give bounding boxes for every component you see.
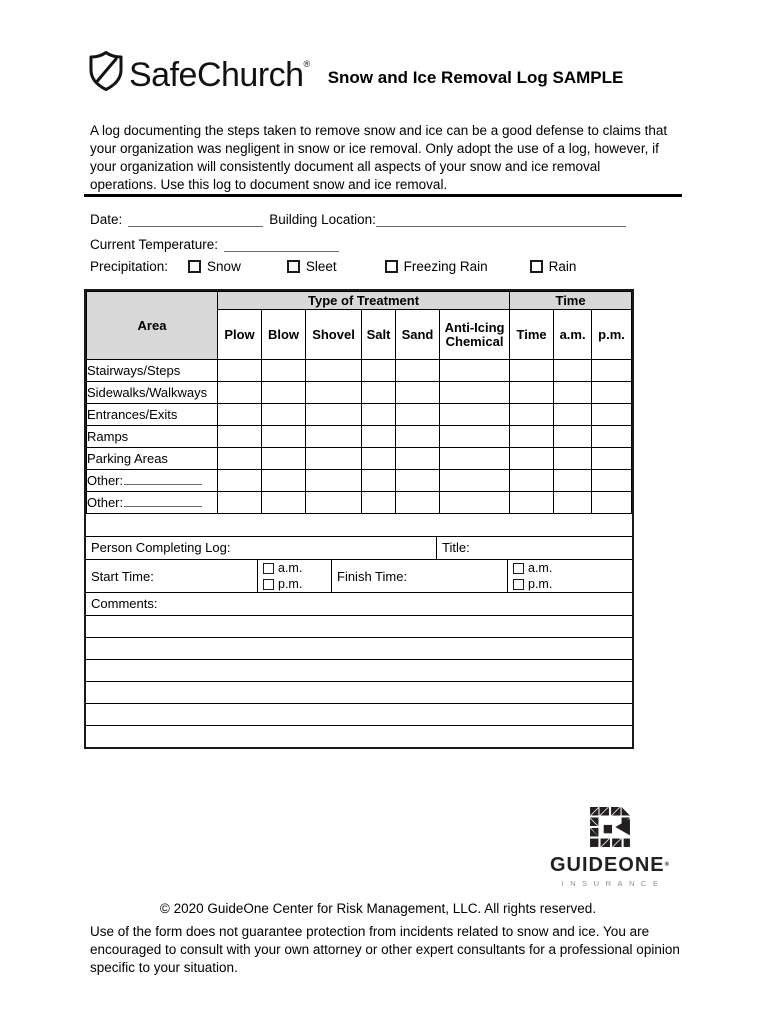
snow-checkbox[interactable] [188, 260, 201, 273]
log-cell[interactable] [396, 448, 440, 470]
intro-paragraph: A log documenting the steps taken to remove snow and ice can be a good defense to claims that your organization was negligent in snow or ice removal. Only adopt the use of a log, however, if your organization will consistently document all aspects of your snow and ice removal operations. Use this log to document snow and ice removal. [90, 123, 668, 192]
comments-field[interactable] [86, 593, 632, 615]
start-pm-label: p.m. [278, 577, 303, 591]
start-time-field[interactable] [86, 560, 258, 592]
log-cell[interactable] [218, 360, 262, 382]
col-shovel: Shovel [306, 310, 362, 360]
col-blow: Blow [262, 310, 306, 360]
col-anti-icing-chemical: Anti-Icing Chemical [440, 310, 510, 360]
log-cell[interactable] [262, 448, 306, 470]
start-am-label: a.m. [278, 561, 303, 575]
row-label-entrances: Entrances/Exits [87, 404, 218, 426]
log-cell[interactable] [306, 426, 362, 448]
log-cell[interactable] [362, 470, 396, 492]
table-row [87, 470, 632, 492]
comments-blank-line[interactable] [86, 637, 632, 659]
row-label-stairways: Stairways/Steps [87, 360, 218, 382]
header [88, 50, 623, 92]
log-cell[interactable] [218, 470, 262, 492]
log-cell[interactable] [396, 492, 440, 514]
start-pm-option [263, 577, 331, 591]
finish-am-checkbox[interactable] [513, 563, 524, 574]
log-cell[interactable] [510, 492, 554, 514]
log-cell[interactable] [218, 426, 262, 448]
log-cell[interactable] [510, 382, 554, 404]
start-time-label: Start Time: [91, 569, 154, 584]
log-cell[interactable] [218, 448, 262, 470]
col-plow: Plow [218, 310, 262, 360]
date-location-row [90, 212, 632, 227]
comments-row [86, 592, 632, 615]
log-cell[interactable] [592, 470, 632, 492]
log-cell[interactable] [440, 448, 510, 470]
col-pm: p.m. [592, 310, 632, 360]
precipitation-row [90, 259, 576, 274]
log-cell[interactable] [592, 492, 632, 514]
precipitation-option-rain [530, 259, 577, 274]
guideone-trademark: ® [664, 862, 671, 868]
person-completing-log-label: Person Completing Log: [91, 540, 231, 555]
log-cell[interactable] [396, 382, 440, 404]
comments-blank-line[interactable] [86, 615, 632, 637]
guideone-mosaic-icon [589, 806, 631, 848]
copyright-line: © 2020 GuideOne Center for Risk Management, LLC. All rights reserved. [159, 901, 597, 916]
row-label-other-1: Other: [87, 470, 218, 492]
table-row [87, 382, 632, 404]
guideone-wordmark: GUIDEONE® [549, 854, 671, 876]
log-cell[interactable] [592, 382, 632, 404]
log-cell[interactable] [554, 492, 592, 514]
precipitation-option-freezing-rain [385, 259, 488, 274]
start-ampm-cell [258, 560, 332, 592]
log-cell[interactable] [554, 382, 592, 404]
person-title-row [86, 536, 632, 559]
log-cell[interactable] [306, 492, 362, 514]
col-sand: Sand [396, 310, 440, 360]
table-row [87, 492, 632, 514]
rain-checkbox[interactable] [530, 260, 543, 273]
log-cell[interactable] [218, 404, 262, 426]
comments-blank-line[interactable] [86, 659, 632, 681]
log-cell[interactable] [396, 360, 440, 382]
finish-pm-option [513, 577, 632, 591]
col-am: a.m. [554, 310, 592, 360]
log-cell[interactable] [362, 404, 396, 426]
page-title: Snow and Ice Removal Log SAMPLE [327, 68, 624, 87]
finish-ampm-cell [508, 560, 632, 592]
log-cell[interactable] [362, 426, 396, 448]
freezing-rain-checkbox[interactable] [385, 260, 398, 273]
spacer-row[interactable] [86, 514, 632, 536]
log-cell[interactable] [554, 404, 592, 426]
log-cell[interactable] [440, 404, 510, 426]
finish-pm-label: p.m. [528, 577, 553, 591]
row-label-parking: Parking Areas [87, 448, 218, 470]
table-row [87, 426, 632, 448]
log-cell[interactable] [440, 382, 510, 404]
log-cell[interactable] [554, 470, 592, 492]
other-2-blank[interactable] [124, 495, 202, 507]
log-cell[interactable] [510, 426, 554, 448]
treatment-grid [86, 291, 632, 514]
log-cell[interactable] [396, 470, 440, 492]
table-row [87, 404, 632, 426]
date-blank[interactable] [128, 213, 263, 227]
title-field[interactable] [437, 537, 632, 559]
log-cell[interactable] [592, 448, 632, 470]
finish-time-field[interactable] [332, 560, 508, 592]
log-cell[interactable] [306, 382, 362, 404]
comments-blank-line[interactable] [86, 725, 632, 747]
table-row [87, 448, 632, 470]
comments-label: Comments: [91, 596, 158, 611]
log-cell[interactable] [218, 492, 262, 514]
log-cell[interactable] [440, 426, 510, 448]
freezing-rain-label: Freezing Rain [403, 259, 488, 274]
log-cell[interactable] [510, 360, 554, 382]
log-cell[interactable] [262, 360, 306, 382]
snow-label: Snow [207, 259, 241, 274]
safechurch-logo-text: SafeChurch® [129, 56, 310, 94]
treatment-group-header: Type of Treatment [218, 292, 510, 310]
finish-am-label: a.m. [528, 561, 553, 575]
precipitation-option-snow [188, 259, 241, 274]
log-cell[interactable] [306, 470, 362, 492]
log-cell[interactable] [510, 470, 554, 492]
date-label: Date: [90, 212, 123, 227]
log-cell[interactable] [396, 426, 440, 448]
comments-blank-line[interactable] [86, 703, 632, 725]
row-label-sidewalks: Sidewalks/Walkways [87, 382, 218, 404]
log-cell[interactable] [440, 492, 510, 514]
rain-label: Rain [548, 259, 577, 274]
table-row [87, 360, 632, 382]
finish-pm-checkbox[interactable] [513, 579, 524, 590]
disclaimer-paragraph: Use of the form does not guarantee protection from incidents related to snow and ice. You are encouraged to consult with your own attorney or other expert consultants for a professional opinion specific to your situation. [90, 924, 680, 975]
log-cell[interactable] [554, 426, 592, 448]
log-cell[interactable] [362, 492, 396, 514]
safechurch-shield-icon [88, 50, 124, 92]
person-completing-log-field[interactable] [86, 537, 437, 559]
log-cell[interactable] [592, 426, 632, 448]
log-cell[interactable] [440, 360, 510, 382]
row-label-ramps: Ramps [87, 426, 218, 448]
log-cell[interactable] [440, 470, 510, 492]
group-header-row [87, 292, 632, 310]
building-location-blank[interactable] [376, 213, 626, 227]
finish-am-option [513, 561, 632, 575]
start-pm-checkbox[interactable] [263, 579, 274, 590]
removal-log-table [84, 289, 634, 749]
time-group-header: Time [510, 292, 632, 310]
log-cell[interactable] [362, 382, 396, 404]
log-cell[interactable] [262, 492, 306, 514]
log-cell[interactable] [262, 382, 306, 404]
log-cell[interactable] [262, 404, 306, 426]
col-time: Time [510, 310, 554, 360]
building-location-label: Building Location: [269, 212, 376, 227]
log-cell[interactable] [554, 360, 592, 382]
log-cell[interactable] [396, 404, 440, 426]
start-am-option [263, 561, 331, 575]
col-salt: Salt [362, 310, 396, 360]
area-header: Area [87, 292, 218, 360]
log-cell[interactable] [262, 426, 306, 448]
temperature-row [90, 237, 345, 252]
log-cell[interactable] [510, 404, 554, 426]
start-finish-row [86, 559, 632, 592]
trademark-symbol: ® [303, 59, 310, 69]
guideone-logo [544, 806, 676, 888]
start-am-checkbox[interactable] [263, 563, 274, 574]
comments-blank-line[interactable] [86, 681, 632, 703]
current-temperature-label: Current Temperature: [90, 237, 219, 252]
sleet-checkbox[interactable] [287, 260, 300, 273]
row-label-other-2: Other: [87, 492, 218, 514]
log-cell[interactable] [592, 404, 632, 426]
current-temperature-blank[interactable] [224, 238, 339, 252]
log-cell[interactable] [306, 448, 362, 470]
precipitation-label: Precipitation: [90, 259, 169, 274]
divider-rule [84, 194, 682, 197]
log-cell[interactable] [362, 360, 396, 382]
log-cell[interactable] [592, 360, 632, 382]
log-cell[interactable] [218, 382, 262, 404]
title-label: Title: [442, 540, 470, 555]
other-1-blank[interactable] [124, 473, 202, 485]
log-cell[interactable] [262, 470, 306, 492]
log-cell[interactable] [306, 360, 362, 382]
finish-time-label: Finish Time: [337, 569, 408, 584]
log-cell[interactable] [362, 448, 396, 470]
log-cell[interactable] [510, 448, 554, 470]
log-cell[interactable] [306, 404, 362, 426]
sleet-label: Sleet [305, 259, 337, 274]
log-cell[interactable] [554, 448, 592, 470]
guideone-insurance-label: INSURANCE [561, 879, 665, 888]
precipitation-option-sleet [287, 259, 337, 274]
